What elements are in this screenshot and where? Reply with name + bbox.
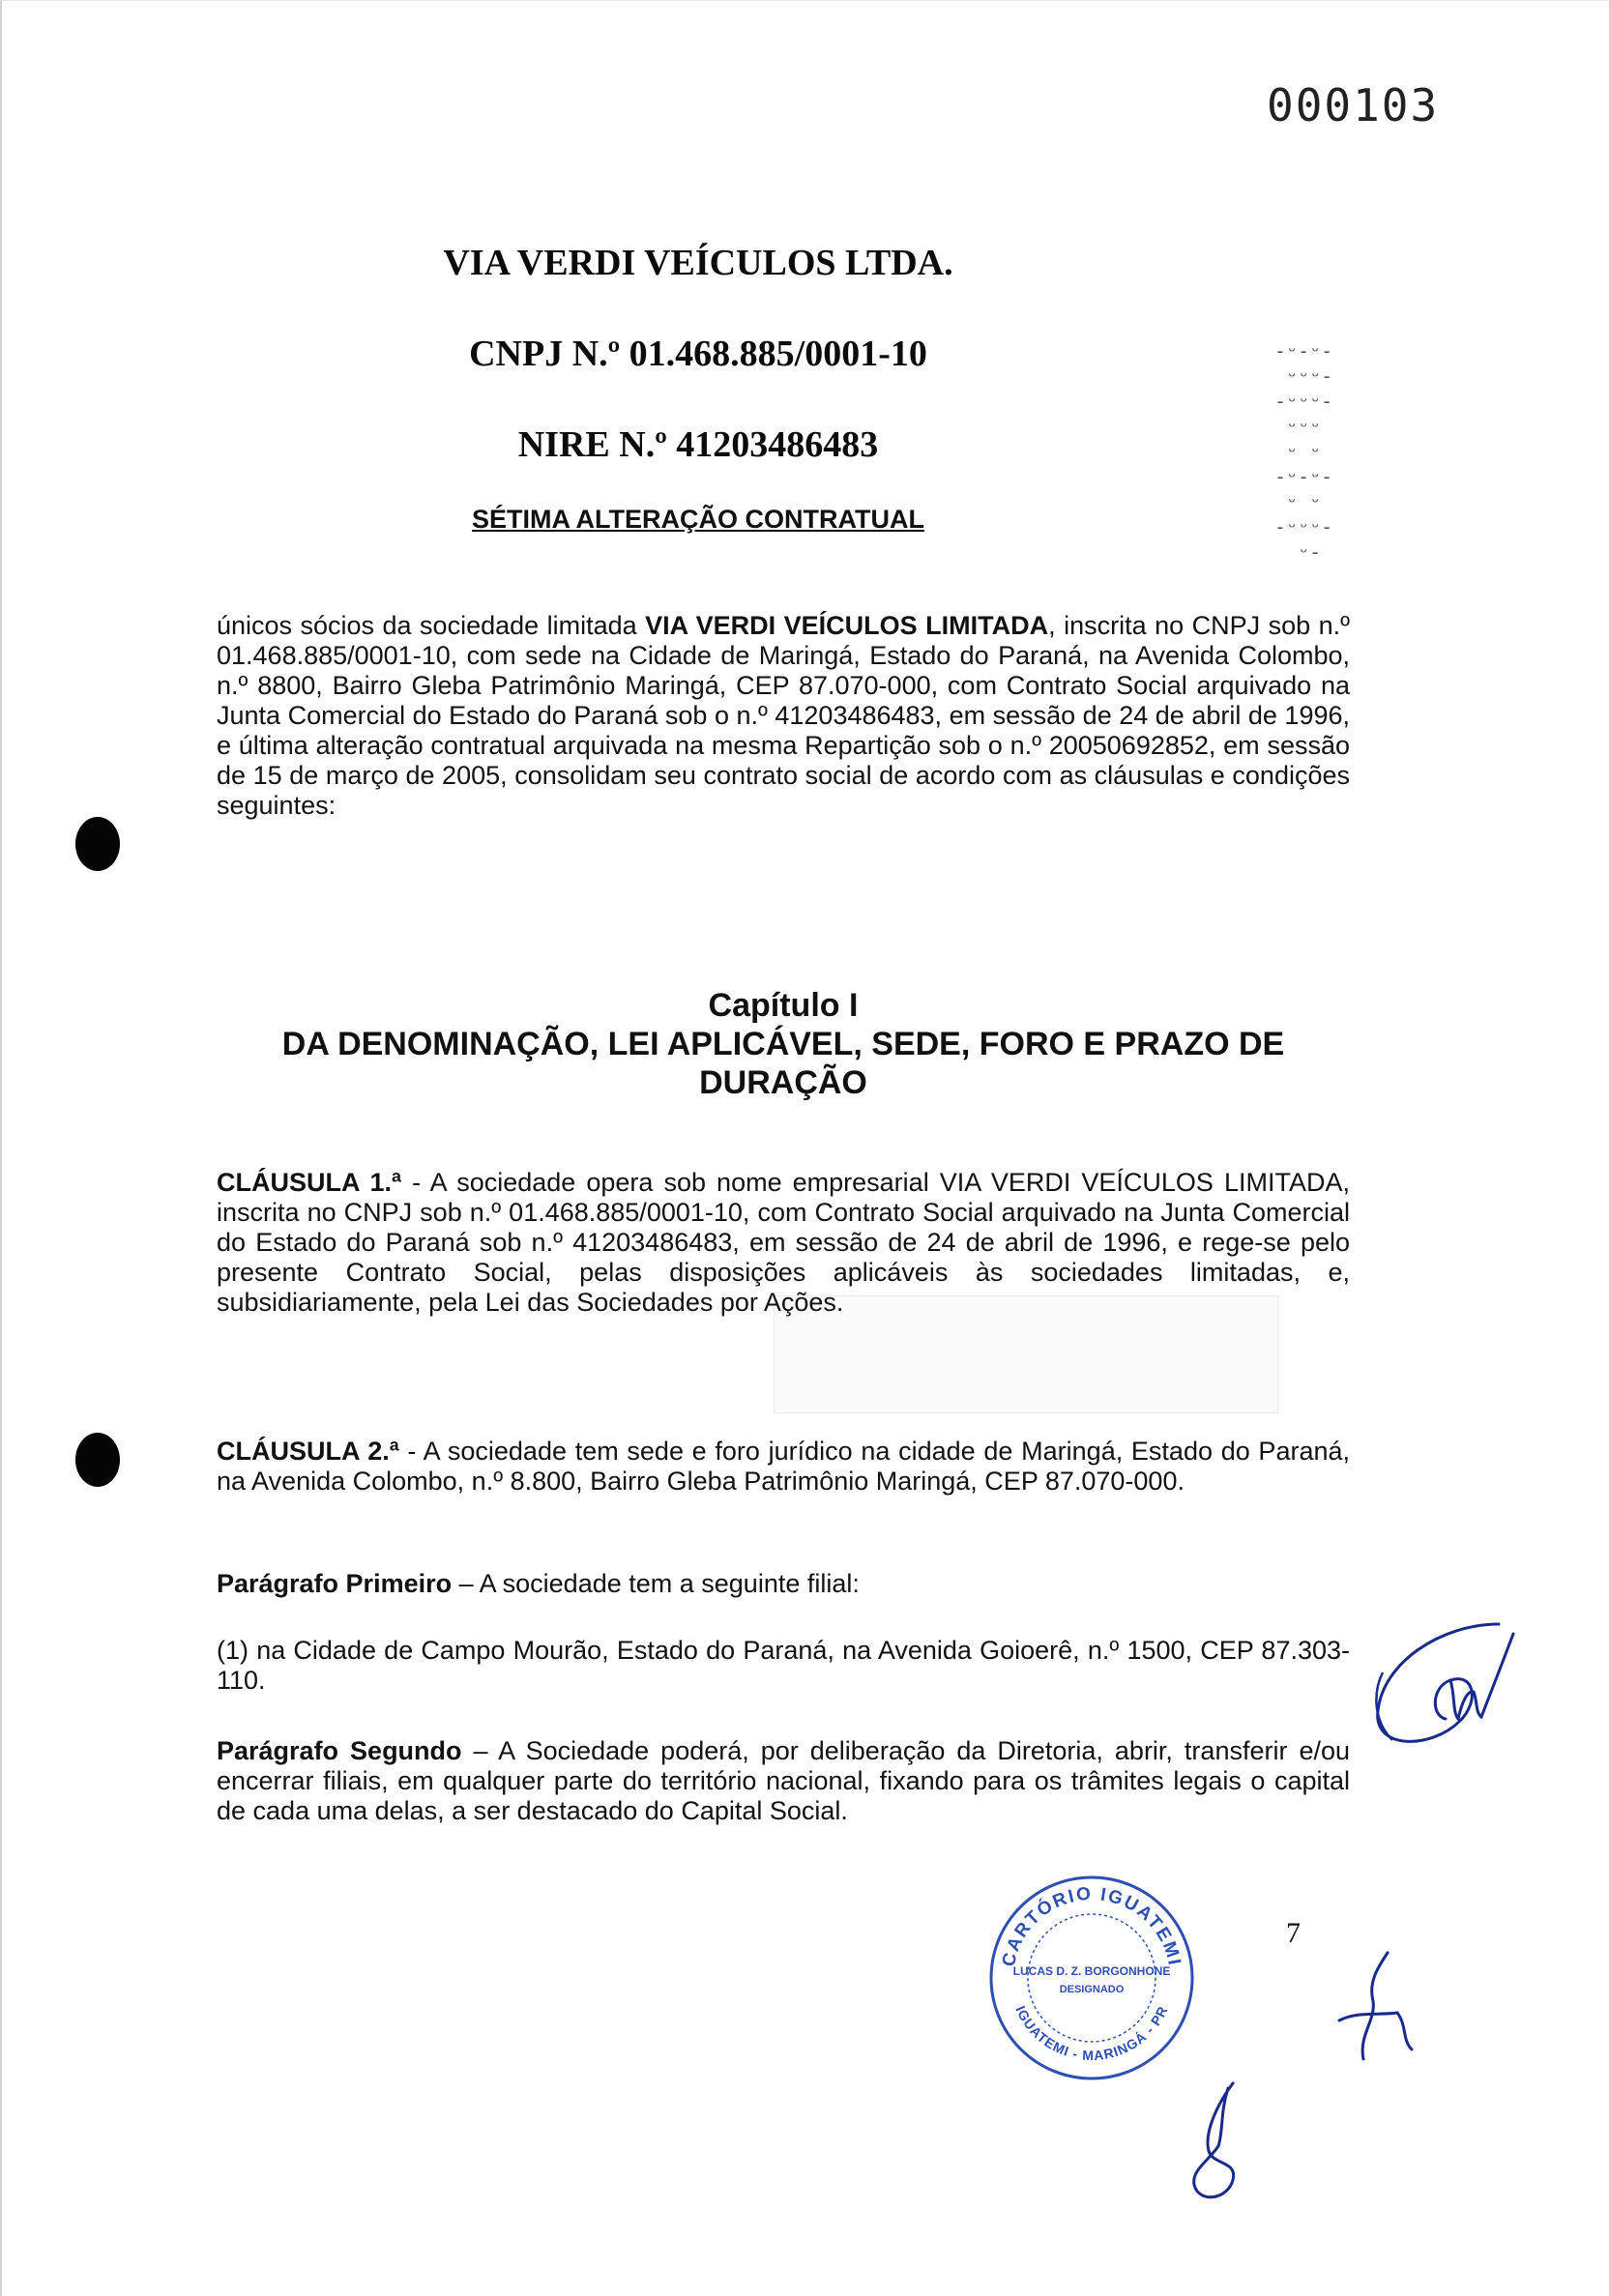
paragraph-text: – A sociedade tem a seguinte filial:	[452, 1569, 860, 1598]
signature-initials-1	[1354, 1605, 1518, 1769]
paragraph-heading: Parágrafo Primeiro	[217, 1569, 453, 1598]
branch-text: (1) na Cidade de Campo Mourão, Estado do Paraná, na Avenida Goioerê, n.º 1500, CEP 87.303-110.	[217, 1636, 1350, 1695]
intro-text-rest: , inscrita no CNPJ sob n.º 01.468.885/0001-10, com sede na Cidade de Maringá, Estado do Paraná, na Avenida Colombo, n.º 8800, Bairro Gleba Patrimônio Maringá, CEP 87.070-000, com Contrato Social arquivado na Junta Comercial do Estado do Paraná sob o n.º 41203486483, em sessão de 24 de abril de 1996, e última alteração contratual arquivada na mesma Repartição sob o n.º 20050692852, em sessão de 15 de março de 2005, consolidam seu contrato social de acordo com as cláusulas e condições seguintes:	[217, 611, 1351, 820]
nire-title: NIRE N.º 41203486483	[517, 424, 879, 465]
stamp-bottom-text: IGUATEMI - MARINGÁ - PR	[1012, 2003, 1171, 2064]
paragraph-second	[217, 1736, 1350, 1826]
notary-stamp	[984, 1871, 1199, 2085]
svg-text:IGUATEMI - MARINGÁ - PR	[1012, 2003, 1170, 2063]
clause-2	[217, 1437, 1350, 1497]
chapter-title: DA DENOMINAÇÃO, LEI APLICÁVEL, SEDE, FORO E PRAZO DE DURAÇÃO	[281, 1026, 1285, 1101]
cnpj-title: CNPJ N.º 01.468.885/0001-10	[469, 334, 927, 374]
branch-item	[217, 1636, 1350, 1696]
stamp-top-text: CARTÓRIO IGUATEMI	[998, 1883, 1185, 1969]
company-title: VIA VERDI VEÍCULOS LTDA.	[443, 243, 953, 283]
paragraph-first	[217, 1569, 1350, 1599]
intro-company-name: VIA VERDI VEÍCULOS LIMITADA	[645, 611, 1049, 640]
clause-heading: CLÁUSULA 2.ª	[217, 1437, 399, 1466]
punch-hole	[75, 1433, 120, 1487]
punch-hole	[75, 817, 120, 871]
chapter-heading	[217, 986, 1350, 1102]
margin-check-marks: -ᵕ-ᵕ- ᵕᵕᵕ- -ᵕᵕᵕ- ᵕᵕᵕ ᵕ ᵕ -ᵕ-ᵕ- ᵕ ᵕ -ᵕᵕᵕ- ᵕ-	[1274, 339, 1333, 564]
paragraph-text: – A Sociedade poderá, por deliberação da Diretoria, abrir, transferir e/ou encerrar filiais, em qualquer parte do território nacional, fixando para os trâmites legais o capital de cada uma delas, a ser destacado do Capital Social.	[217, 1736, 1350, 1825]
chapter-label: Capítulo I	[708, 987, 859, 1024]
stamp-line-1: LUCAS D. Z. BORGONHONE	[1012, 1964, 1171, 1978]
clause-text: - A sociedade tem sede e foro jurídico na cidade de Maringá, Estado do Paraná, na Avenida Colombo, n.º 8.800, Bairro Gleba Patrimônio Maringá, CEP 87.070-000.	[217, 1437, 1351, 1496]
document-subtitle: SÉTIMA ALTERAÇÃO CONTRATUAL	[472, 505, 924, 534]
folio-number: 7	[1286, 1917, 1301, 1949]
clause-1	[217, 1168, 1350, 1318]
stamp-line-2: DESIGNADO	[1059, 1984, 1125, 1995]
signature-initials-3	[1180, 2078, 1257, 2214]
clause-text: - A sociedade opera sob nome empresarial VIA VERDI VEÍCULOS LIMITADA, inscrita no CNPJ sob n.º 01.468.885/0001-10, com Contrato Social arquivado na Junta Comercial do Estado do Paraná sob n.º 41203486483, em sessão de 24 de abril de 1996, e rege-se pelo presente Contrato Social, pelas disposições aplicáveis às sociedades limitadas, e, subsidiariamente, pela Lei das Sociedades por Ações.	[217, 1168, 1350, 1317]
intro-text-start: únicos sócios da sociedade limitada	[217, 611, 646, 640]
svg-text:CARTÓRIO IGUATEMI	[999, 1884, 1185, 1969]
signature-initials-2	[1320, 1943, 1426, 2069]
paragraph-heading: Parágrafo Segundo	[217, 1736, 462, 1765]
clause-heading: CLÁUSULA 1.ª	[217, 1168, 402, 1197]
page-number: 000103	[1267, 79, 1440, 131]
intro-paragraph	[217, 611, 1350, 821]
